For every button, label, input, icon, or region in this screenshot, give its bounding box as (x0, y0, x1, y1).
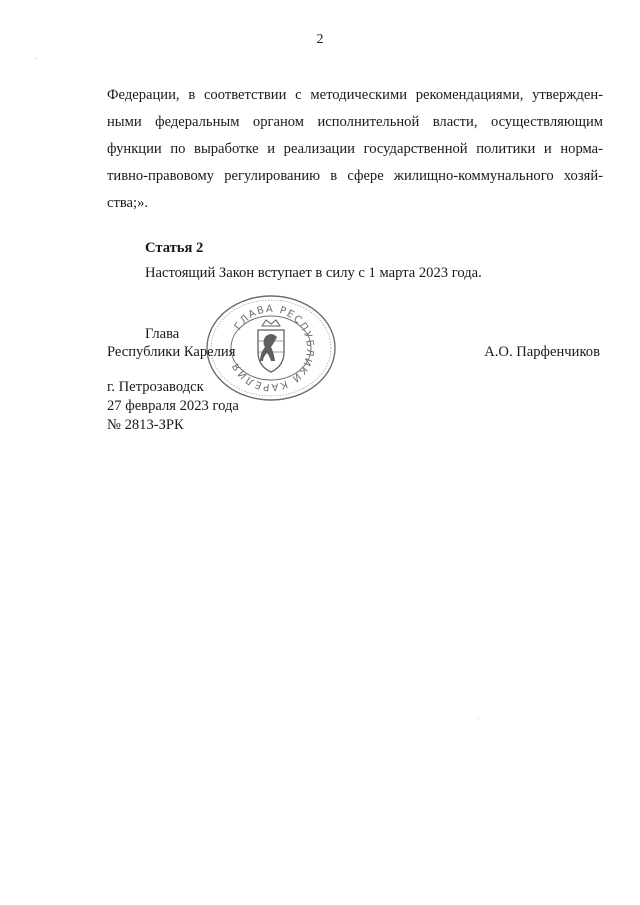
document-footer-info (107, 378, 239, 435)
body-line: ства;». (107, 195, 149, 211)
body-line: ными федеральным органом исполнительной власти, осуществляющим (107, 114, 603, 130)
body-line: функции по выработке и реализации государственной политики и норма- (107, 141, 603, 157)
article-text: Настоящий Закон вступает в силу с 1 марта 2023 года. (145, 265, 482, 281)
signatory-region: Республики Карелия (107, 344, 236, 360)
article-title: Статья 2 (145, 240, 204, 256)
body-line: Федерации, в соответствии с методическими рекомендациями, утвержден- (107, 87, 603, 103)
svg-text:ГЛАВА РЕСПУБЛИКИ КАРЕЛИЯ: ГЛАВА РЕСПУБЛИКИ КАРЕЛИЯ (230, 303, 316, 393)
page-number: 2 (316, 32, 324, 47)
city: г. Петрозаводск (107, 379, 204, 395)
scan-speck (35, 58, 36, 59)
signatory-title: Глава (145, 326, 180, 342)
body-paragraph (107, 82, 603, 217)
scan-speck (478, 718, 479, 719)
law-number: № 2813-ЗРК (107, 417, 184, 433)
date: 27 февраля 2023 года (107, 398, 239, 414)
signatory-name: А.О. Парфенчиков (484, 344, 600, 360)
body-line: тивно-правовому регулированию в сфере жилищно-коммунального хозяй- (107, 168, 603, 184)
